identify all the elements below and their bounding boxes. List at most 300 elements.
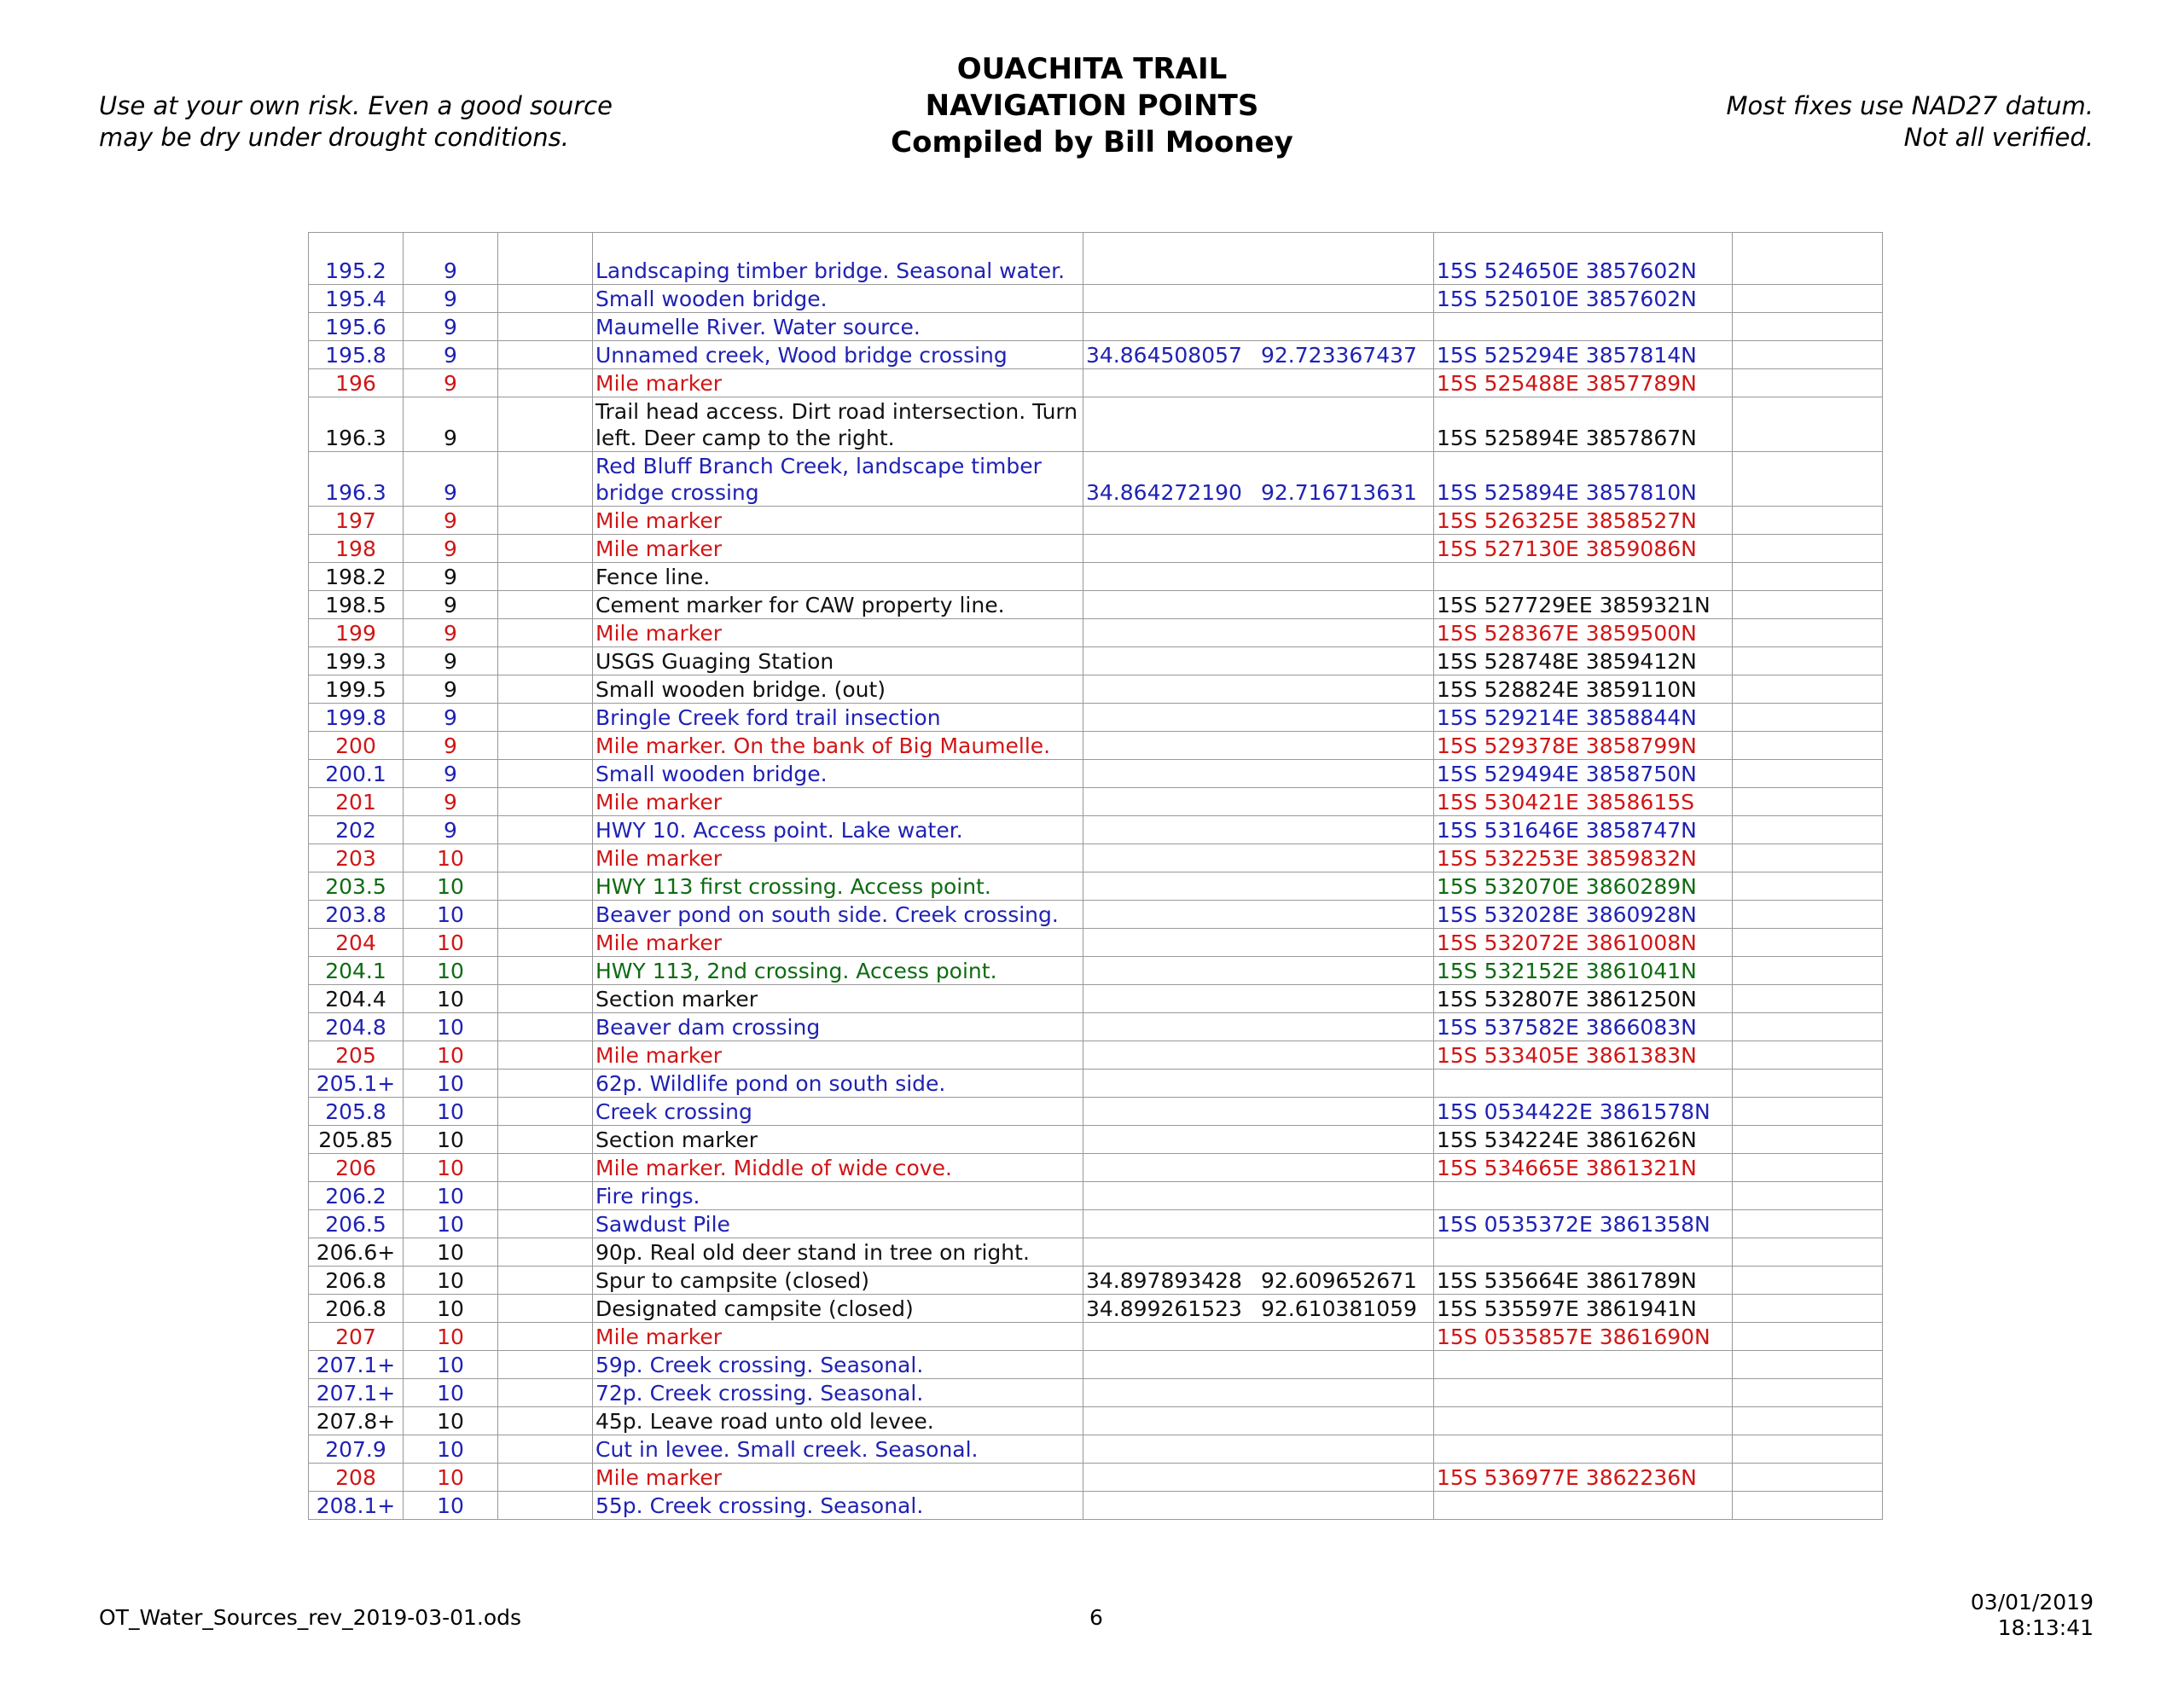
description-cell: Mile marker. Middle of wide cove. — [593, 1154, 1083, 1182]
table-row — [309, 1154, 1883, 1182]
mile-cell: 196.3 — [309, 397, 404, 452]
section-cell: 10 — [404, 1435, 498, 1464]
section-cell: 9 — [404, 233, 498, 285]
footer-filename: OT_Water_Sources_rev_2019-03-01.ods — [99, 1605, 522, 1630]
gps-cell — [1083, 1351, 1434, 1379]
empty-cell — [498, 313, 593, 341]
section-cell: 9 — [404, 369, 498, 397]
empty-cell — [498, 1492, 593, 1520]
gps-cell — [1083, 788, 1434, 816]
utm-cell: 15S 527130E 3859086N — [1434, 535, 1733, 563]
description-cell: Mile marker — [593, 929, 1083, 957]
table-row — [309, 369, 1883, 397]
empty-cell — [1733, 1098, 1883, 1126]
empty-cell — [1733, 341, 1883, 369]
section-cell: 10 — [404, 1070, 498, 1098]
utm-cell: 15S 532807E 3861250N — [1434, 985, 1733, 1013]
datum-note — [1496, 90, 2094, 154]
empty-cell — [498, 732, 593, 760]
longitude-value: 92.609652671 — [1261, 1268, 1417, 1293]
empty-cell — [498, 901, 593, 929]
longitude-value: 92.723367437 — [1261, 343, 1417, 368]
utm-cell: 15S 528748E 3859412N — [1434, 647, 1733, 675]
table-row — [309, 1351, 1883, 1379]
empty-cell — [1733, 929, 1883, 957]
gps-cell — [1083, 1210, 1434, 1238]
section-cell: 9 — [404, 619, 498, 647]
description-cell: USGS Guaging Station — [593, 647, 1083, 675]
table-row — [309, 1210, 1883, 1238]
empty-cell — [498, 619, 593, 647]
empty-cell — [498, 957, 593, 985]
mile-cell: 204.4 — [309, 985, 404, 1013]
empty-cell — [1733, 732, 1883, 760]
empty-cell — [498, 1407, 593, 1435]
utm-cell: 15S 525894E 3857867N — [1434, 397, 1733, 452]
description-cell: HWY 113 first crossing. Access point. — [593, 872, 1083, 901]
empty-cell — [1733, 704, 1883, 732]
section-cell: 10 — [404, 1295, 498, 1323]
utm-cell: 15S 530421E 3858615S — [1434, 788, 1733, 816]
section-cell: 10 — [404, 1379, 498, 1407]
empty-cell — [1733, 844, 1883, 872]
footer-page-number: 6 — [1089, 1605, 1103, 1630]
section-cell: 10 — [404, 1182, 498, 1210]
utm-cell: 15S 0535857E 3861690N — [1434, 1323, 1733, 1351]
empty-cell — [1733, 816, 1883, 844]
empty-cell — [498, 816, 593, 844]
empty-cell — [1733, 647, 1883, 675]
utm-cell — [1434, 1070, 1733, 1098]
utm-cell: 15S 525010E 3857602N — [1434, 285, 1733, 313]
empty-cell — [498, 1464, 593, 1492]
table-row — [309, 563, 1883, 591]
empty-cell — [1733, 1041, 1883, 1070]
gps-cell — [1083, 1323, 1434, 1351]
utm-cell: 15S 528367E 3859500N — [1434, 619, 1733, 647]
empty-cell — [498, 1154, 593, 1182]
section-cell: 10 — [404, 1407, 498, 1435]
mile-cell: 199.5 — [309, 675, 404, 704]
empty-cell — [1733, 1464, 1883, 1492]
section-cell: 9 — [404, 704, 498, 732]
empty-cell — [1733, 1435, 1883, 1464]
empty-cell — [498, 1323, 593, 1351]
section-cell: 10 — [404, 1351, 498, 1379]
empty-cell — [1733, 1323, 1883, 1351]
empty-cell — [498, 985, 593, 1013]
empty-cell — [1733, 1126, 1883, 1154]
empty-cell — [1733, 1295, 1883, 1323]
mile-cell: 195.6 — [309, 313, 404, 341]
table-row — [309, 704, 1883, 732]
mile-cell: 206.6+ — [309, 1238, 404, 1267]
section-cell: 10 — [404, 1267, 498, 1295]
mile-cell: 204 — [309, 929, 404, 957]
description-cell: 62p. Wildlife pond on south side. — [593, 1070, 1083, 1098]
footer-timestamp — [1971, 1590, 2094, 1641]
table-row — [309, 901, 1883, 929]
table-row — [309, 1435, 1883, 1464]
description-cell: Mile marker — [593, 788, 1083, 816]
empty-cell — [498, 1295, 593, 1323]
description-cell: Designated campsite (closed) — [593, 1295, 1083, 1323]
mile-cell: 204.1 — [309, 957, 404, 985]
empty-cell — [498, 1379, 593, 1407]
utm-cell: 15S 537582E 3866083N — [1434, 1013, 1733, 1041]
mile-cell: 195.4 — [309, 285, 404, 313]
mile-cell: 205.85 — [309, 1126, 404, 1154]
utm-cell — [1434, 1492, 1733, 1520]
empty-cell — [498, 704, 593, 732]
mile-cell: 206 — [309, 1154, 404, 1182]
mile-cell: 199.3 — [309, 647, 404, 675]
description-cell: Cut in levee. Small creek. Seasonal. — [593, 1435, 1083, 1464]
empty-cell — [498, 452, 593, 507]
description-cell: Mile marker — [593, 1323, 1083, 1351]
mile-cell: 199 — [309, 619, 404, 647]
empty-cell — [498, 1070, 593, 1098]
empty-cell — [1733, 675, 1883, 704]
empty-cell — [1733, 901, 1883, 929]
section-cell: 10 — [404, 957, 498, 985]
section-cell: 9 — [404, 285, 498, 313]
gps-cell — [1083, 647, 1434, 675]
gps-cell — [1083, 1464, 1434, 1492]
empty-cell — [1733, 1267, 1883, 1295]
utm-cell — [1434, 1435, 1733, 1464]
gps-cell — [1083, 563, 1434, 591]
description-cell: 45p. Leave road unto old levee. — [593, 1407, 1083, 1435]
gps-cell — [1083, 1041, 1434, 1070]
mile-cell: 206.5 — [309, 1210, 404, 1238]
gps-cell — [1083, 1070, 1434, 1098]
section-cell: 9 — [404, 760, 498, 788]
table-row — [309, 1013, 1883, 1041]
description-cell: 59p. Creek crossing. Seasonal. — [593, 1351, 1083, 1379]
empty-cell — [1733, 233, 1883, 285]
utm-cell: 15S 532070E 3860289N — [1434, 872, 1733, 901]
utm-cell: 15S 532028E 3860928N — [1434, 901, 1733, 929]
utm-cell: 15S 0534422E 3861578N — [1434, 1098, 1733, 1126]
section-cell: 9 — [404, 341, 498, 369]
gps-cell — [1083, 619, 1434, 647]
table-row — [309, 1182, 1883, 1210]
mile-cell: 203 — [309, 844, 404, 872]
table-row — [309, 929, 1883, 957]
mile-cell: 198 — [309, 535, 404, 563]
gps-cell — [1083, 872, 1434, 901]
mile-cell: 200 — [309, 732, 404, 760]
document-title — [751, 51, 1433, 161]
empty-cell — [498, 1351, 593, 1379]
utm-cell — [1434, 1182, 1733, 1210]
gps-cell — [1083, 507, 1434, 535]
empty-cell — [1733, 507, 1883, 535]
section-cell: 10 — [404, 1238, 498, 1267]
description-cell: Mile marker — [593, 369, 1083, 397]
footer-date: 03/01/2019 — [1970, 1590, 2094, 1615]
gps-cell — [1083, 1407, 1434, 1435]
mile-cell: 200.1 — [309, 760, 404, 788]
empty-cell — [498, 591, 593, 619]
utm-cell: 15S 536977E 3862236N — [1434, 1464, 1733, 1492]
mile-cell: 207.8+ — [309, 1407, 404, 1435]
description-cell: Mile marker — [593, 619, 1083, 647]
navigation-points-table — [308, 232, 1883, 1520]
gps-cell — [1083, 1126, 1434, 1154]
utm-cell — [1434, 1379, 1733, 1407]
table-row — [309, 1323, 1883, 1351]
section-cell: 9 — [404, 452, 498, 507]
section-cell: 9 — [404, 563, 498, 591]
empty-cell — [498, 1098, 593, 1126]
utm-cell: 15S 535597E 3861941N — [1434, 1295, 1733, 1323]
latitude-value: 34.864272190 — [1086, 480, 1242, 505]
empty-cell — [498, 341, 593, 369]
mile-cell: 205.1+ — [309, 1070, 404, 1098]
table-row — [309, 1126, 1883, 1154]
gps-cell — [1083, 1238, 1434, 1267]
table-row — [309, 507, 1883, 535]
empty-cell — [1733, 1154, 1883, 1182]
gps-cell — [1083, 341, 1434, 369]
latitude-value: 34.899261523 — [1086, 1296, 1242, 1321]
table-row — [309, 1492, 1883, 1520]
empty-cell — [498, 1013, 593, 1041]
empty-cell — [498, 369, 593, 397]
mile-cell: 195.2 — [309, 233, 404, 285]
description-cell: Fence line. — [593, 563, 1083, 591]
empty-cell — [1733, 369, 1883, 397]
table-row — [309, 452, 1883, 507]
gps-cell — [1083, 901, 1434, 929]
empty-cell — [498, 872, 593, 901]
empty-cell — [1733, 957, 1883, 985]
description-cell: Spur to campsite (closed) — [593, 1267, 1083, 1295]
section-cell: 10 — [404, 1041, 498, 1070]
disclaimer-line-2: may be dry under drought conditions. — [99, 123, 569, 152]
mile-cell: 206.8 — [309, 1267, 404, 1295]
section-cell: 10 — [404, 1013, 498, 1041]
utm-cell — [1434, 1407, 1733, 1435]
description-cell: HWY 10. Access point. Lake water. — [593, 816, 1083, 844]
utm-cell: 15S 532152E 3861041N — [1434, 957, 1733, 985]
section-cell: 10 — [404, 844, 498, 872]
title-line-3: Compiled by Bill Mooney — [891, 125, 1293, 159]
gps-cell — [1083, 1379, 1434, 1407]
utm-cell: 15S 525894E 3857810N — [1434, 452, 1733, 507]
table-row — [309, 647, 1883, 675]
mile-cell: 198.5 — [309, 591, 404, 619]
table-row — [309, 1070, 1883, 1098]
empty-cell — [498, 1435, 593, 1464]
latitude-value: 34.897893428 — [1086, 1268, 1242, 1293]
utm-cell: 15S 529494E 3858750N — [1434, 760, 1733, 788]
description-cell: Small wooden bridge. — [593, 760, 1083, 788]
table-row — [309, 957, 1883, 985]
gps-cell — [1083, 1182, 1434, 1210]
table-row — [309, 872, 1883, 901]
description-cell: Small wooden bridge. (out) — [593, 675, 1083, 704]
disclaimer — [99, 90, 696, 154]
table-row — [309, 1407, 1883, 1435]
section-cell: 10 — [404, 985, 498, 1013]
mile-cell: 207.1+ — [309, 1351, 404, 1379]
mile-cell: 197 — [309, 507, 404, 535]
mile-cell: 207.9 — [309, 1435, 404, 1464]
empty-cell — [1733, 1070, 1883, 1098]
empty-cell — [1733, 1407, 1883, 1435]
gps-cell — [1083, 313, 1434, 341]
empty-cell — [1733, 535, 1883, 563]
gps-cell — [1083, 1013, 1434, 1041]
title-line-2: NAVIGATION POINTS — [925, 89, 1259, 123]
gps-cell — [1083, 285, 1434, 313]
section-cell: 10 — [404, 1492, 498, 1520]
table-row — [309, 788, 1883, 816]
datum-note-line-1: Most fixes use NAD27 datum. — [1726, 91, 2094, 120]
table-body — [309, 233, 1883, 1520]
description-cell: Mile marker — [593, 1041, 1083, 1070]
section-cell: 10 — [404, 929, 498, 957]
gps-cell — [1083, 985, 1434, 1013]
mile-cell: 201 — [309, 788, 404, 816]
table-row — [309, 1267, 1883, 1295]
description-cell: Red Bluff Branch Creek, landscape timber bridge crossing — [593, 452, 1083, 507]
description-cell: 55p. Creek crossing. Seasonal. — [593, 1492, 1083, 1520]
table-row — [309, 313, 1883, 341]
gps-cell — [1083, 957, 1434, 985]
table-row — [309, 341, 1883, 369]
gps-cell — [1083, 1267, 1434, 1295]
empty-cell — [498, 397, 593, 452]
description-cell: Mile marker — [593, 1464, 1083, 1492]
datum-note-line-2: Not all verified. — [1903, 123, 2094, 152]
utm-cell: 15S 532253E 3859832N — [1434, 844, 1733, 872]
empty-cell — [1733, 397, 1883, 452]
mile-cell: 205 — [309, 1041, 404, 1070]
section-cell: 10 — [404, 1464, 498, 1492]
gps-cell — [1083, 675, 1434, 704]
table-row — [309, 1238, 1883, 1267]
empty-cell — [1733, 285, 1883, 313]
mile-cell: 205.8 — [309, 1098, 404, 1126]
empty-cell — [1733, 1013, 1883, 1041]
mile-cell: 203.8 — [309, 901, 404, 929]
mile-cell: 208.1+ — [309, 1492, 404, 1520]
table-row — [309, 816, 1883, 844]
table-row — [309, 1041, 1883, 1070]
description-cell: HWY 113, 2nd crossing. Access point. — [593, 957, 1083, 985]
utm-cell: 15S 526325E 3858527N — [1434, 507, 1733, 535]
gps-cell — [1083, 535, 1434, 563]
gps-cell — [1083, 233, 1434, 285]
empty-cell — [1733, 591, 1883, 619]
description-cell: Landscaping timber bridge. Seasonal water. — [593, 233, 1083, 285]
empty-cell — [498, 760, 593, 788]
mile-cell: 204.8 — [309, 1013, 404, 1041]
empty-cell — [498, 1126, 593, 1154]
utm-cell: 15S 534224E 3861626N — [1434, 1126, 1733, 1154]
empty-cell — [498, 507, 593, 535]
mile-cell: 199.8 — [309, 704, 404, 732]
description-cell: Beaver pond on south side. Creek crossing. — [593, 901, 1083, 929]
empty-cell — [498, 844, 593, 872]
table-row — [309, 675, 1883, 704]
utm-cell: 15S 532072E 3861008N — [1434, 929, 1733, 957]
utm-cell: 15S 0535372E 3861358N — [1434, 1210, 1733, 1238]
table-row — [309, 732, 1883, 760]
section-cell: 9 — [404, 647, 498, 675]
description-cell: Bringle Creek ford trail insection — [593, 704, 1083, 732]
gps-cell — [1083, 397, 1434, 452]
empty-cell — [498, 535, 593, 563]
mile-cell: 207 — [309, 1323, 404, 1351]
mile-cell: 203.5 — [309, 872, 404, 901]
empty-cell — [1733, 1492, 1883, 1520]
utm-cell — [1434, 563, 1733, 591]
description-cell: Cement marker for CAW property line. — [593, 591, 1083, 619]
description-cell: Beaver dam crossing — [593, 1013, 1083, 1041]
title-line-1: OUACHITA TRAIL — [956, 52, 1228, 86]
empty-cell — [1733, 1379, 1883, 1407]
section-cell: 9 — [404, 788, 498, 816]
utm-cell — [1434, 1351, 1733, 1379]
longitude-value: 92.716713631 — [1261, 480, 1417, 505]
empty-cell — [1733, 1238, 1883, 1267]
empty-cell — [498, 1182, 593, 1210]
utm-cell — [1434, 1238, 1733, 1267]
gps-cell — [1083, 1295, 1434, 1323]
empty-cell — [1733, 985, 1883, 1013]
utm-cell: 15S 529214E 3858844N — [1434, 704, 1733, 732]
disclaimer-line-1: Use at your own risk. Even a good source — [99, 91, 613, 120]
section-cell: 9 — [404, 591, 498, 619]
utm-cell: 15S 528824E 3859110N — [1434, 675, 1733, 704]
empty-cell — [498, 1238, 593, 1267]
description-cell: Section marker — [593, 1126, 1083, 1154]
mile-cell: 207.1+ — [309, 1379, 404, 1407]
section-cell: 9 — [404, 507, 498, 535]
empty-cell — [1733, 1210, 1883, 1238]
utm-cell: 15S 524650E 3857602N — [1434, 233, 1733, 285]
section-cell: 9 — [404, 816, 498, 844]
table-row — [309, 233, 1883, 285]
table-row — [309, 535, 1883, 563]
gps-cell — [1083, 844, 1434, 872]
utm-cell: 15S 534665E 3861321N — [1434, 1154, 1733, 1182]
empty-cell — [498, 563, 593, 591]
description-cell: Trail head access. Dirt road intersection. Turn left. Deer camp to the right. — [593, 397, 1083, 452]
empty-cell — [1733, 1182, 1883, 1210]
section-cell: 10 — [404, 872, 498, 901]
section-cell: 10 — [404, 1154, 498, 1182]
description-cell: Mile marker. On the bank of Big Maumelle. — [593, 732, 1083, 760]
mile-cell: 208 — [309, 1464, 404, 1492]
description-cell: Creek crossing — [593, 1098, 1083, 1126]
table-row — [309, 1295, 1883, 1323]
description-cell: Mile marker — [593, 844, 1083, 872]
mile-cell: 196.3 — [309, 452, 404, 507]
gps-cell — [1083, 591, 1434, 619]
section-cell: 10 — [404, 901, 498, 929]
empty-cell — [498, 1267, 593, 1295]
section-cell: 9 — [404, 313, 498, 341]
gps-cell — [1083, 369, 1434, 397]
mile-cell: 196 — [309, 369, 404, 397]
mile-cell: 202 — [309, 816, 404, 844]
